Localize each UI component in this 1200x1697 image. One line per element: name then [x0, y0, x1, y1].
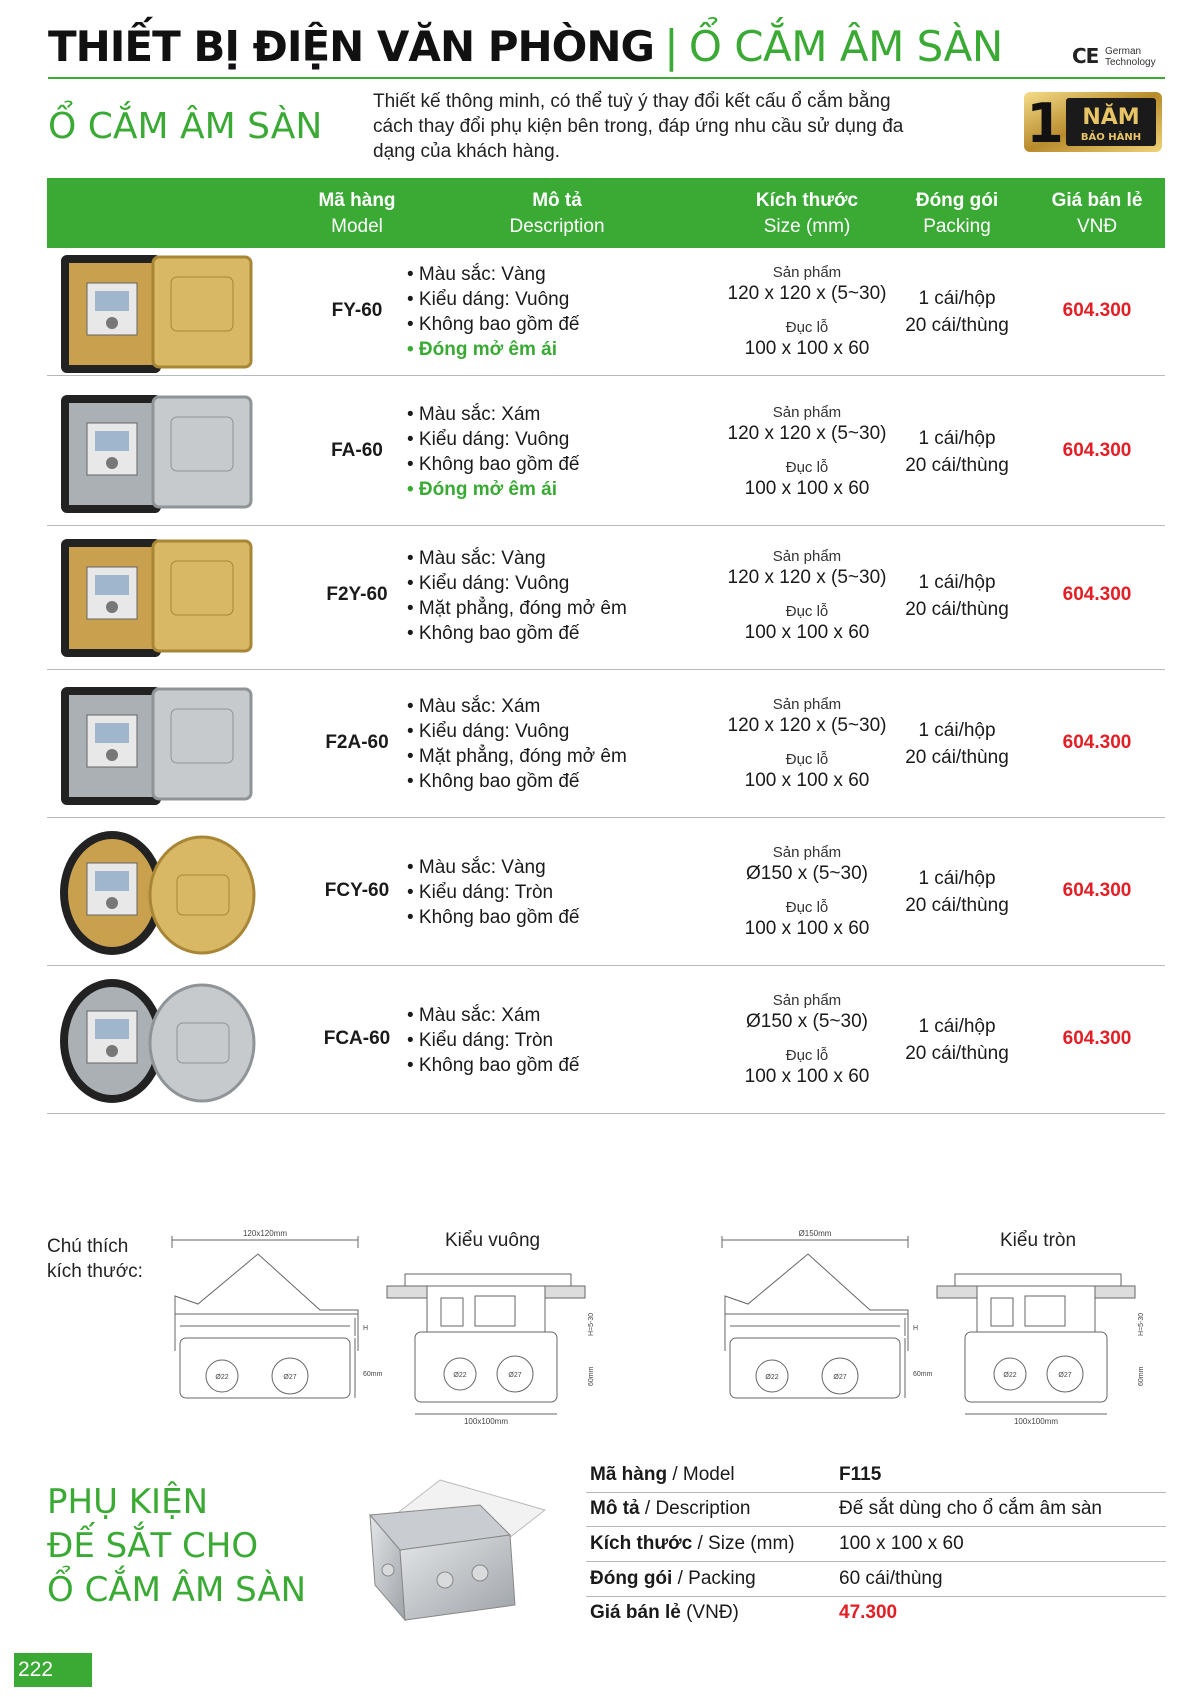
- svg-text:100x100mm: 100x100mm: [1013, 1417, 1059, 1426]
- svg-text:Ø27: Ø27: [508, 1372, 522, 1379]
- description-highlight: • Đóng mở êm ái: [407, 479, 558, 500]
- header-price: Giá bán lẻ VNĐ: [1051, 190, 1143, 237]
- german-technology-label: German Technology: [1105, 46, 1156, 68]
- size-hole-value: 100 x 100 x 60: [744, 918, 870, 939]
- packing: [867, 670, 1047, 818]
- description-line: • Màu sắc: Vàng: [407, 264, 546, 285]
- description-line: • Kiểu dáng: Tròn: [407, 881, 554, 903]
- header-separator: |: [663, 20, 679, 72]
- packing-box: 1 cái/hộp: [918, 428, 996, 449]
- spec-value: 100 x 100 x 60: [839, 1533, 964, 1554]
- round-type-title: Kiểu tròn: [1000, 1230, 1077, 1251]
- size-hole-value: 100 x 100 x 60: [744, 338, 870, 359]
- model-code: FA-60: [331, 440, 383, 461]
- table-row: [47, 378, 1165, 526]
- product-image: [57, 243, 257, 381]
- description-line: • Mặt phẳng, đóng mở êm: [407, 598, 627, 619]
- packing-box: 1 cái/hộp: [918, 1016, 996, 1037]
- packing-carton: 20 cái/thùng: [905, 599, 1009, 620]
- size-product-value: Ø150 x (5~30): [746, 863, 868, 884]
- size-hole-label: Đục lỗ: [785, 751, 829, 768]
- retail-price: 604.300: [1062, 732, 1132, 753]
- header-size: Kích thước Size (mm): [755, 190, 859, 237]
- svg-text:Ø22: Ø22: [765, 1374, 779, 1381]
- description-line: • Không bao gồm đế: [407, 314, 580, 335]
- retail-price: 604.300: [1062, 880, 1132, 901]
- product-image: [57, 823, 257, 961]
- header-description: Mô tả Description: [509, 190, 605, 237]
- packing-carton: 20 cái/thùng: [905, 315, 1009, 336]
- header-title-category: Ổ CẮM ÂM SÀN: [688, 21, 1003, 71]
- svg-text:H=5-30: H=5-30: [1138, 1312, 1145, 1336]
- product-description: [407, 670, 707, 818]
- description-line: • Kiểu dáng: Vuông: [407, 721, 570, 742]
- spec-key: Kích thước / Size (mm): [590, 1533, 795, 1554]
- ce-mark-icon: CE: [1072, 44, 1099, 68]
- svg-text:Ø27: Ø27: [1058, 1372, 1072, 1379]
- section-title: Ổ CẮM ÂM SÀN: [48, 106, 323, 147]
- product-image: [57, 675, 257, 813]
- table-row: [47, 522, 1165, 670]
- size-hole-label: Đục lỗ: [785, 1047, 829, 1064]
- spec-key: Giá bán lẻ (VNĐ): [590, 1602, 739, 1623]
- header-packing: Đóng gói Packing: [915, 190, 999, 237]
- description-line: • Kiểu dáng: Vuông: [407, 429, 570, 450]
- spec-value: 60 cái/thùng: [839, 1568, 943, 1589]
- table-row: [47, 248, 1165, 376]
- header-model: Mã hàng Model: [318, 190, 396, 237]
- size-product-value: 120 x 120 x (5~30): [727, 423, 887, 444]
- section-intro: Thiết kế thông minh, có thể tuỳ ý thay đổi kết cấu ổ cắm bằng cách thay đổi phụ kiện bên trong, đáp ứng nhu cầu sử dụng đa dạng của khách hàng.: [373, 91, 904, 162]
- svg-text:60mm: 60mm: [913, 1371, 933, 1378]
- table-row: [47, 966, 1165, 1114]
- size-hole-label: Đục lỗ: [785, 459, 829, 476]
- description-line: • Không bao gồm đế: [407, 906, 580, 928]
- svg-text:NĂM: NĂM: [1082, 105, 1140, 130]
- product-image: [57, 383, 257, 521]
- size-product-label: Sản phẩm: [772, 264, 842, 281]
- svg-text:Ø27: Ø27: [283, 1374, 297, 1381]
- accessory-spec-row: [586, 1458, 1166, 1493]
- svg-text:1: 1: [1026, 92, 1064, 155]
- product-description: [407, 248, 707, 376]
- accessory-spec-row: [586, 1492, 1166, 1527]
- packing: [867, 818, 1047, 966]
- dimension-note: Chú thích kích thước:: [47, 1236, 143, 1282]
- model-code: FY-60: [331, 300, 383, 321]
- size-hole-value: 100 x 100 x 60: [744, 770, 870, 791]
- svg-text:60mm: 60mm: [588, 1366, 595, 1386]
- size-hole-label: Đục lỗ: [785, 319, 829, 336]
- warranty-badge-icon: [1024, 90, 1164, 154]
- packing: [867, 248, 1047, 376]
- size-product-label: Sản phẩm: [772, 844, 842, 861]
- svg-text:H=5-30: H=5-30: [588, 1312, 595, 1336]
- table-row: [47, 818, 1165, 966]
- packing-box: 1 cái/hộp: [918, 288, 996, 309]
- description-line: • Mặt phẳng, đóng mở êm: [407, 746, 627, 767]
- round-section-drawing: [935, 1256, 1150, 1426]
- retail-price: 604.300: [1062, 584, 1132, 605]
- metal-box-image: [350, 1475, 550, 1625]
- spec-value: F115: [839, 1464, 882, 1485]
- description-line: • Không bao gồm đế: [407, 1054, 580, 1076]
- product-description: [407, 818, 707, 966]
- description-highlight: • Đóng mở êm ái: [407, 339, 558, 360]
- size-hole-label: Đục lỗ: [785, 603, 829, 620]
- description-line: • Kiểu dáng: Vuông: [407, 289, 570, 310]
- svg-text:Ø22: Ø22: [453, 1372, 467, 1379]
- model-code: F2A-60: [325, 732, 389, 753]
- size-product-label: Sản phẩm: [772, 548, 842, 565]
- packing: [867, 966, 1047, 1114]
- square-open-drawing: [170, 1226, 383, 1416]
- packing: [867, 522, 1047, 670]
- retail-price: 604.300: [1062, 1028, 1132, 1049]
- description-line: • Không bao gồm đế: [407, 623, 580, 644]
- svg-text:BẢO HÀNH: BẢO HÀNH: [1080, 132, 1142, 143]
- table-row: [47, 670, 1165, 818]
- product-image: [57, 527, 257, 665]
- accessory-spec-row: [586, 1527, 1166, 1562]
- accessory-title: PHỤ KIỆN ĐẾ SẮT CHO Ổ CẮM ÂM SÀN: [47, 1482, 307, 1610]
- spec-key: Mã hàng / Model: [590, 1464, 735, 1485]
- description-line: • Kiểu dáng: Tròn: [407, 1029, 554, 1051]
- svg-text:60mm: 60mm: [1138, 1366, 1145, 1386]
- svg-text:Ø27: Ø27: [833, 1374, 847, 1381]
- packing-box: 1 cái/hộp: [918, 572, 996, 593]
- size-hole-value: 100 x 100 x 60: [744, 1066, 870, 1087]
- packing-box: 1 cái/hộp: [918, 868, 996, 889]
- svg-text:120x120mm: 120x120mm: [242, 1229, 288, 1238]
- header-title-bold: THIẾT BỊ ĐIỆN VĂN PHÒNG: [48, 21, 654, 71]
- size-hole-label: Đục lỗ: [785, 899, 829, 916]
- spec-value: Đế sắt dùng cho ổ cắm âm sàn: [839, 1498, 1102, 1519]
- svg-text:H: H: [913, 1325, 919, 1332]
- packing-carton: 20 cái/thùng: [905, 1043, 1009, 1064]
- retail-price: 604.300: [1062, 440, 1132, 461]
- size-product-value: 120 x 120 x (5~30): [727, 283, 887, 304]
- description-line: • Không bao gồm đế: [407, 454, 580, 475]
- square-type-title: Kiểu vuông: [445, 1230, 541, 1251]
- packing-carton: 20 cái/thùng: [905, 895, 1009, 916]
- model-code: FCY-60: [324, 880, 390, 901]
- description-line: • Màu sắc: Xám: [407, 696, 541, 717]
- svg-text:Ø150mm: Ø150mm: [798, 1229, 832, 1238]
- product-image: [57, 971, 257, 1109]
- page-number: 222: [14, 1653, 92, 1687]
- round-open-drawing: [720, 1226, 933, 1416]
- svg-text:100x100mm: 100x100mm: [463, 1417, 509, 1426]
- packing-box: 1 cái/hộp: [918, 720, 996, 741]
- svg-text:Ø22: Ø22: [1003, 1372, 1017, 1379]
- retail-price: 604.300: [1062, 300, 1132, 321]
- description-line: • Không bao gồm đế: [407, 771, 580, 792]
- packing-carton: 20 cái/thùng: [905, 455, 1009, 476]
- spec-value: 47.300: [839, 1602, 898, 1623]
- size-product-label: Sản phẩm: [772, 992, 842, 1009]
- spec-key: Mô tả / Description: [590, 1498, 751, 1519]
- description-line: • Màu sắc: Vàng: [407, 856, 546, 878]
- accessory-spec-row: [586, 1562, 1166, 1597]
- page-header-title: [48, 18, 1003, 74]
- table-header: [47, 178, 1165, 248]
- accessory-spec-row: [586, 1596, 1166, 1631]
- svg-text:Ø22: Ø22: [215, 1374, 229, 1381]
- product-description: [407, 966, 707, 1114]
- description-line: • Màu sắc: Xám: [407, 404, 541, 425]
- size-product-value: 120 x 120 x (5~30): [727, 567, 887, 588]
- size-hole-value: 100 x 100 x 60: [744, 478, 870, 499]
- model-code: F2Y-60: [326, 584, 388, 605]
- size-product-label: Sản phẩm: [772, 404, 842, 421]
- description-line: • Màu sắc: Xám: [407, 1004, 541, 1026]
- packing: [867, 378, 1047, 526]
- spec-key: Đóng gói / Packing: [590, 1568, 756, 1589]
- packing-carton: 20 cái/thùng: [905, 747, 1009, 768]
- model-code: FCA-60: [323, 1028, 391, 1049]
- description-line: • Kiểu dáng: Vuông: [407, 573, 570, 594]
- size-product-value: 120 x 120 x (5~30): [727, 715, 887, 736]
- size-product-value: Ø150 x (5~30): [746, 1011, 868, 1032]
- description-line: • Màu sắc: Vàng: [407, 548, 546, 569]
- size-product-label: Sản phẩm: [772, 696, 842, 713]
- svg-text:H: H: [363, 1325, 369, 1332]
- square-section-drawing: [385, 1256, 600, 1426]
- header-divider: [48, 77, 1165, 79]
- size-hole-value: 100 x 100 x 60: [744, 622, 870, 643]
- product-description: [407, 522, 707, 670]
- product-description: [407, 378, 707, 526]
- svg-text:60mm: 60mm: [363, 1371, 383, 1378]
